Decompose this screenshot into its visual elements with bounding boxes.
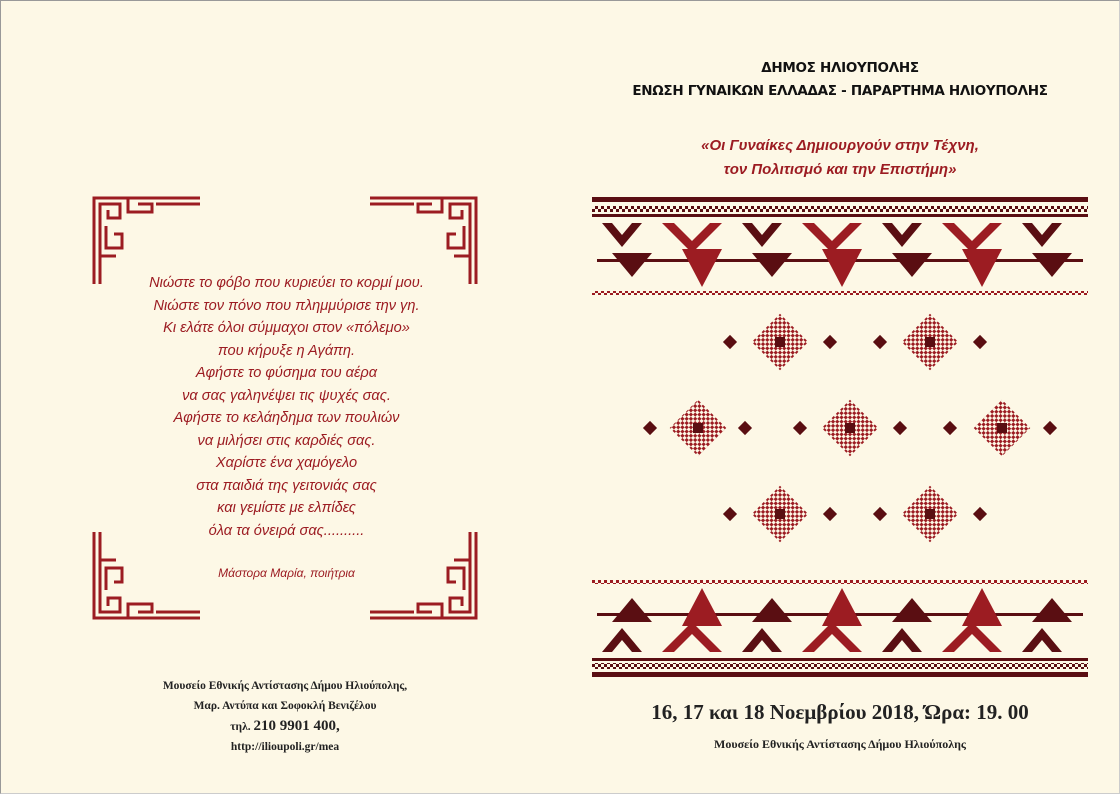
poem-line: Νιώστε τον πόνο που πλημμύρισε την γη. [153,297,420,314]
right-panel [560,0,1120,794]
embroidery-band-top [592,197,1088,301]
poem [95,272,478,542]
phone-label: τηλ. [230,721,251,733]
embroidery-motif-row-1 [720,312,1006,372]
phone-number: 210 9901 400 [253,718,336,734]
organizer-line-1: ΔΗΜΟΣ ΗΛΙΟΥΠΟΛΗΣ [761,60,919,76]
contact-block [100,676,470,757]
contact-url[interactable]: http://ilioupoli.gr/mea [230,741,340,753]
poem-line: Αφήστε το φύσημα του αέρα [195,365,378,381]
poem-line: όλα τα όνειρά σας.......... [208,522,365,539]
poem-line: να μιλήσει στις καρδιές σας. [197,432,376,449]
event-date: 16, 17 και 18 Νοεμβρίου 2018, Ώρα: 19. 00 [651,700,1029,724]
poem-line: Χαρίστε ένα χαμόγελο [215,455,358,471]
poem-line: που κήρυξε η Αγάπη. [217,342,356,359]
poem-author: Μάστορα Μαρία, ποιήτρια [218,566,355,580]
poem-line: και γεμίστε με ελπίδες [217,500,356,516]
event-title [600,134,1080,182]
phone-suffix: , [335,718,340,734]
poem-line: Νιώστε το φόβο που κυριεύει το κορμί μου. [149,275,424,291]
embroidery-motif-row-2 [640,398,1070,458]
poem-line: στα παιδιά της γειτονιάς σας [196,477,377,494]
contact-address: Μουσείο Εθνικής Αντίστασης Δήμου Ηλιούπολης, [162,680,408,692]
contact-phone-row [100,716,470,737]
event-venue: Μουσείο Εθνικής Αντίστασης Δήμου Ηλιούπολης [714,737,966,751]
contact-street: Μαρ. Αντύπα και Σοφοκλή Βενιζέλου [193,700,377,712]
title-line-2: τον Πολιτισμό και την Επιστήμη» [723,161,957,178]
poem-line: Αφήστε το κελάηδημα των πουλιών [173,410,400,426]
title-line-1: «Οι Γυναίκες Δημιουργούν στην Τέχνη, [701,137,979,154]
embroidery-band-bottom [592,574,1088,678]
embroidery-motif-row-3 [720,484,1006,544]
poem-line: Κι ελάτε όλοι σύμμαχοι στον «πόλεμο» [163,320,410,336]
poem-line: να σας γαληνέψει τις ψυχές σας. [182,387,391,404]
organizer-line-2: ΕΝΩΣΗ ΓΥΝΑΙΚΩΝ ΕΛΛΑΔΑΣ - ΠΑΡΑΡΤΗΜΑ ΗΛΙΟΥΠΟΛΗΣ [632,83,1048,99]
